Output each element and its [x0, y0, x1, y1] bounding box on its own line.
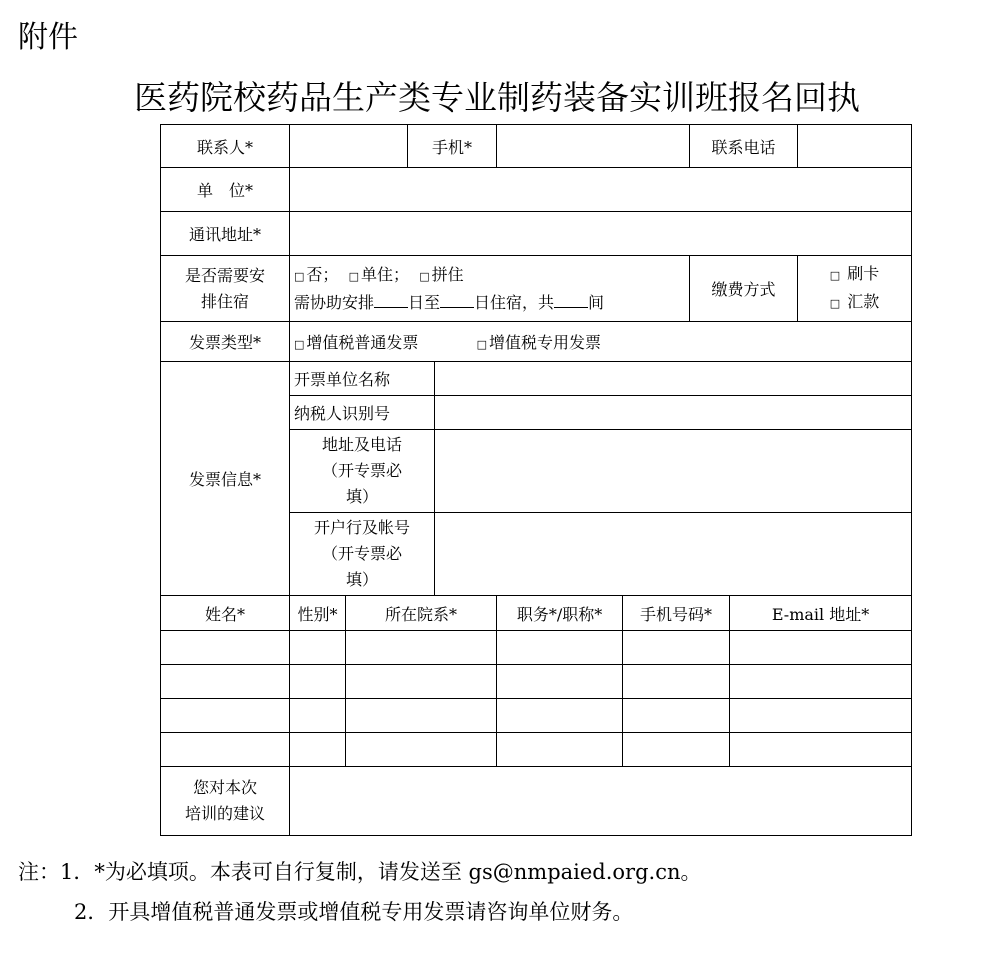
attendee-name-cell[interactable] — [161, 699, 290, 733]
payment-options — [798, 256, 912, 322]
unit-label: 单 位* — [161, 168, 290, 212]
attendee-name-cell[interactable] — [161, 733, 290, 767]
invoice-type-options — [290, 322, 912, 362]
contact-row — [161, 125, 912, 168]
address-field[interactable] — [290, 212, 912, 256]
invoice-regular-label: 增值税普通发票 — [306, 333, 419, 352]
suggestion-field[interactable] — [290, 767, 912, 836]
invoice-company-label: 开票单位名称 — [290, 362, 435, 396]
attendee-email-cell[interactable] — [730, 733, 912, 767]
invoice-address-label: 地址及电话 （开专票必 填） — [290, 430, 435, 513]
lodging-options — [290, 256, 690, 322]
mobile-field[interactable] — [497, 125, 690, 168]
suggestion-row — [161, 767, 912, 836]
assist-from-text: 日至 — [408, 292, 441, 312]
assist-to-text: 日住宿，共 — [474, 292, 555, 312]
invoice-regular-checkbox[interactable]: □ — [294, 338, 305, 351]
attendee-email-cell[interactable] — [730, 631, 912, 665]
payment-card-checkbox[interactable]: □ — [829, 268, 841, 282]
lodging-label: 是否需要安 排住宿 — [161, 256, 290, 322]
attendee-email-cell[interactable] — [730, 699, 912, 733]
table-row — [161, 631, 912, 665]
lodging-row — [161, 256, 912, 322]
unit-row — [161, 168, 912, 212]
invoice-taxid-label: 纳税人识别号 — [290, 396, 435, 430]
lodging-shared-label: 拼住 — [431, 264, 464, 284]
attendee-gender-cell[interactable] — [290, 699, 346, 733]
assist-rooms-text: 间 — [588, 292, 605, 312]
invoice-info-label: 发票信息* — [161, 362, 290, 596]
payment-card-label: 刷卡 — [847, 263, 880, 283]
table-row — [161, 699, 912, 733]
unit-field[interactable] — [290, 168, 912, 212]
attendee-mobile-cell[interactable] — [623, 733, 730, 767]
phone-label: 联系电话 — [690, 125, 798, 168]
col-mobile-header: 手机号码* — [623, 596, 730, 631]
payment-remit-label: 汇款 — [847, 291, 880, 311]
attendee-name-cell[interactable] — [161, 631, 290, 665]
address-label: 通讯地址* — [161, 212, 290, 256]
invoice-company-row — [161, 362, 912, 396]
col-name-header: 姓名* — [161, 596, 290, 631]
lodging-shared-checkbox[interactable]: □ — [419, 269, 430, 283]
attendee-gender-cell[interactable] — [290, 631, 346, 665]
assist-prefix: 需协助安排 — [294, 292, 375, 312]
assist-to-blank[interactable] — [440, 307, 474, 308]
attendees-header-row — [161, 596, 912, 631]
suggestion-label: 您对本次 培训的建议 — [161, 767, 290, 836]
contact-label: 联系人* — [161, 125, 290, 168]
page-title: 医药院校药品生产类专业制药装备实训班报名回执 — [134, 78, 860, 117]
attendee-gender-cell[interactable] — [290, 733, 346, 767]
invoice-company-field[interactable] — [435, 362, 912, 396]
invoice-address-field[interactable] — [435, 430, 912, 513]
invoice-special-label: 增值税专用发票 — [489, 333, 602, 352]
notes — [18, 852, 702, 932]
attendee-gender-cell[interactable] — [290, 665, 346, 699]
attendee-title-cell[interactable] — [497, 631, 623, 665]
attendee-title-cell[interactable] — [497, 699, 623, 733]
attendee-email-cell[interactable] — [730, 665, 912, 699]
attendee-mobile-cell[interactable] — [623, 699, 730, 733]
contact-field[interactable] — [290, 125, 408, 168]
invoice-type-label: 发票类型* — [161, 322, 290, 362]
attendee-department-cell[interactable] — [346, 665, 497, 699]
registration-form — [160, 124, 912, 836]
col-department-header: 所在院系* — [346, 596, 497, 631]
attendee-department-cell[interactable] — [346, 631, 497, 665]
invoice-special-checkbox[interactable]: □ — [476, 338, 488, 351]
attendee-title-cell[interactable] — [497, 665, 623, 699]
attendee-mobile-cell[interactable] — [623, 665, 730, 699]
attendee-department-cell[interactable] — [346, 699, 497, 733]
col-title-header: 职务*/职称* — [497, 596, 623, 631]
lodging-single-label: 单住； — [361, 264, 410, 284]
attendee-title-cell[interactable] — [497, 733, 623, 767]
attachment-label: 附件 — [18, 20, 78, 55]
lodging-no-checkbox[interactable]: □ — [294, 269, 305, 283]
phone-field[interactable] — [798, 125, 912, 168]
payment-remit-checkbox[interactable]: □ — [829, 296, 841, 310]
lodging-no-label: 否； — [306, 264, 339, 284]
payment-label: 缴费方式 — [690, 256, 798, 322]
col-email-header: E-mail 地址* — [730, 596, 912, 631]
assist-rooms-blank[interactable] — [554, 307, 588, 308]
assist-from-blank[interactable] — [374, 307, 408, 308]
attendee-mobile-cell[interactable] — [623, 631, 730, 665]
invoice-taxid-field[interactable] — [435, 396, 912, 430]
note-2: 2．开具增值税普通发票或增值税专用发票请咨询单位财务。 — [74, 900, 634, 924]
invoice-bank-field[interactable] — [435, 513, 912, 596]
table-row — [161, 733, 912, 767]
invoice-type-row — [161, 322, 912, 362]
attendee-name-cell[interactable] — [161, 665, 290, 699]
note-1: 注：1．*为必填项。本表可自行复制，请发送至 gs@nmpaied.org.cn。 — [18, 860, 702, 884]
col-gender-header: 性别* — [290, 596, 346, 631]
mobile-label: 手机* — [408, 125, 497, 168]
lodging-single-checkbox[interactable]: □ — [348, 269, 359, 283]
address-row — [161, 212, 912, 256]
invoice-bank-label: 开户行及帐号 （开专票必 填） — [290, 513, 435, 596]
table-row — [161, 665, 912, 699]
attendee-department-cell[interactable] — [346, 733, 497, 767]
